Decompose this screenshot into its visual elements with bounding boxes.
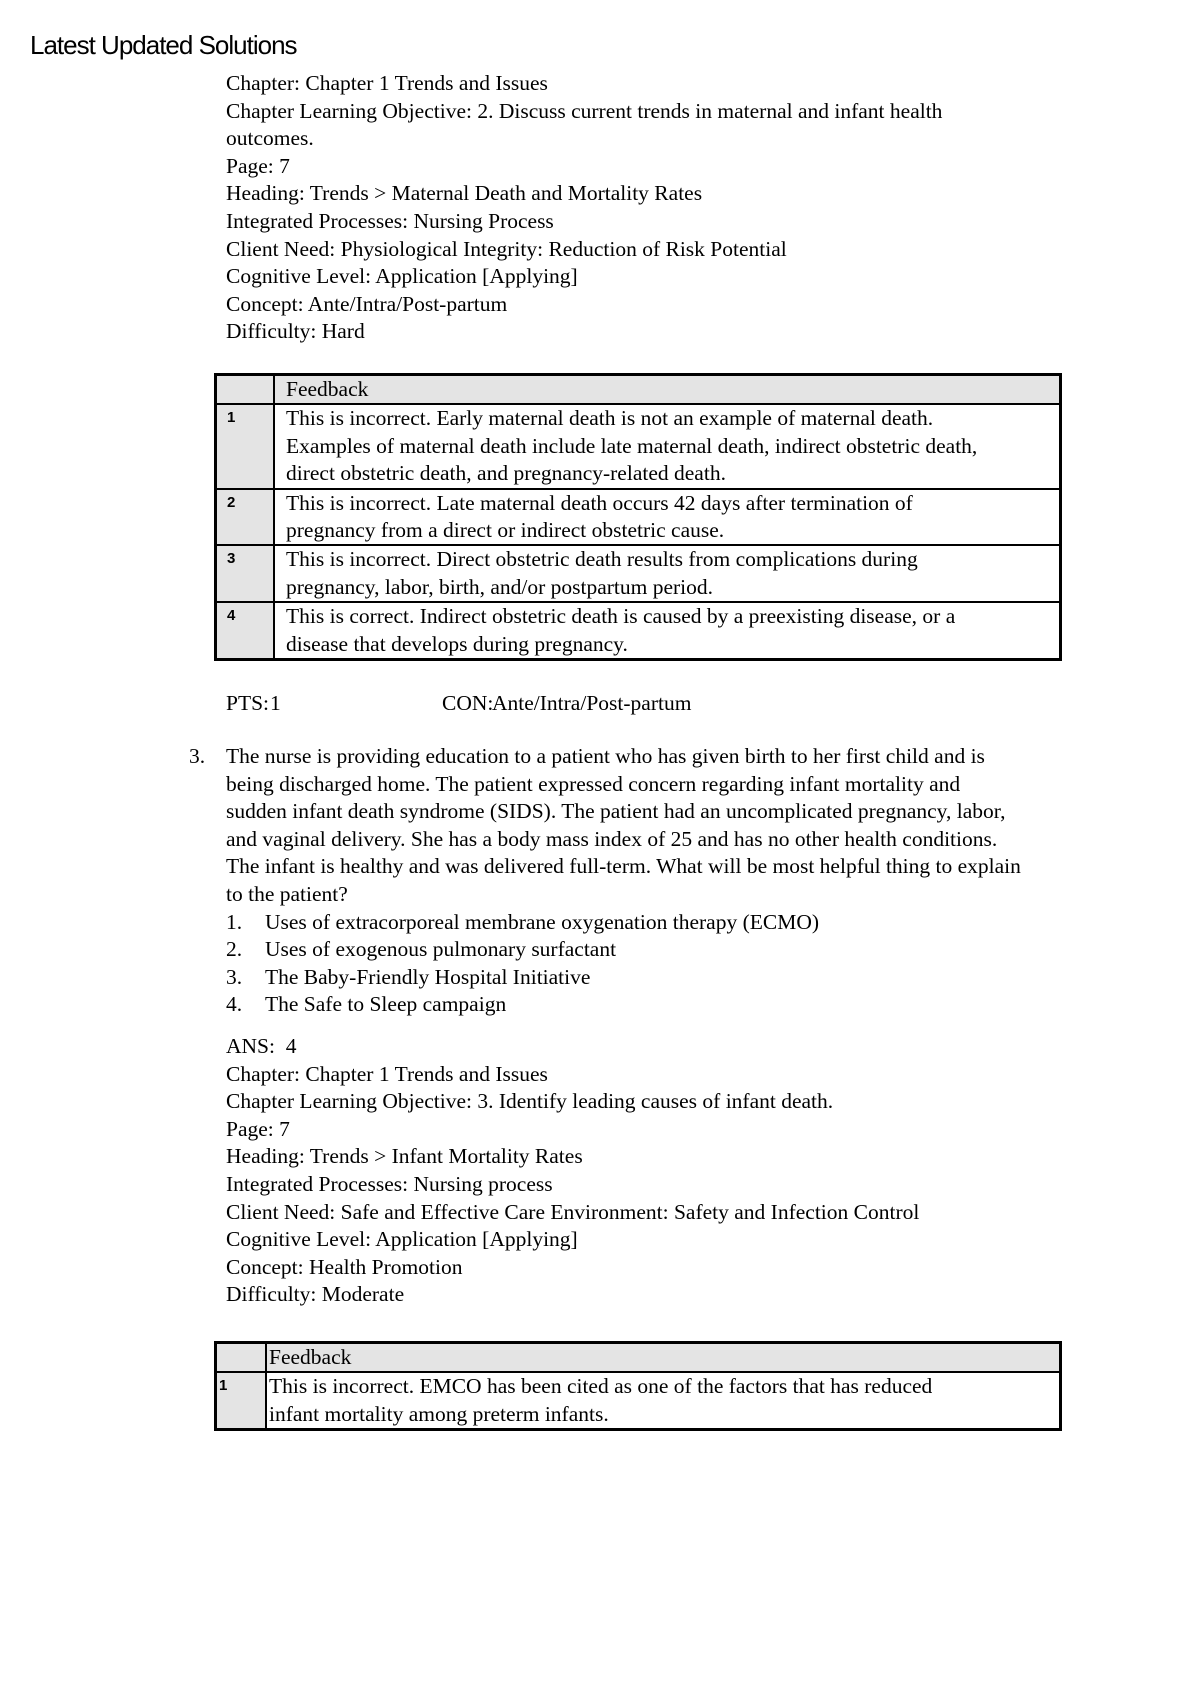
objective-line: Chapter Learning Objective: 3. Identify leading causes of infant death. xyxy=(226,1089,834,1114)
answer-option xyxy=(226,936,1021,964)
option-text: The Safe to Sleep campaign xyxy=(265,992,507,1017)
answer-option xyxy=(226,964,1021,992)
feedback-row-number: 1 xyxy=(216,404,275,488)
number-column-header xyxy=(216,375,275,405)
answer-options xyxy=(226,909,1021,1019)
con-label: CON: xyxy=(442,691,494,715)
answer-option xyxy=(226,991,1021,1019)
q2-feedback-table xyxy=(214,373,1062,661)
q2-points-concept xyxy=(226,690,691,718)
feedback-header-row xyxy=(216,1343,1061,1373)
feedback-text-line: pregnancy from a direct or indirect obstetric cause. xyxy=(286,518,725,543)
page-header-title: Latest Updated Solutions xyxy=(30,30,297,60)
pts-label: PTS: xyxy=(226,691,270,715)
feedback-row-text xyxy=(274,602,1061,659)
question-stem xyxy=(226,743,1021,909)
feedback-row-number: 4 xyxy=(216,602,275,659)
feedback-row xyxy=(216,602,1061,659)
heading-line: Heading: Trends > Infant Mortality Rates xyxy=(226,1144,583,1169)
feedback-row xyxy=(216,545,1061,602)
integrated-processes-line: Integrated Processes: Nursing Process xyxy=(226,208,554,233)
stem-line: sudden infant death syndrome (SIDS). The patient had an uncomplicated pregnancy, labor, xyxy=(226,799,1006,824)
feedback-column-header: Feedback xyxy=(274,375,1061,405)
feedback-text-line: This is incorrect. Early maternal death is not an example of maternal death. xyxy=(286,406,934,431)
feedback-row-number: 1 xyxy=(216,1372,267,1429)
answer-line: ANS: 4 xyxy=(226,1033,297,1058)
feedback-text-line: pregnancy, labor, birth, and/or postpartum period. xyxy=(286,574,714,599)
q3-feedback-table xyxy=(214,1341,1062,1431)
feedback-row xyxy=(216,1372,1061,1429)
feedback-text-line: disease that develops during pregnancy. xyxy=(286,631,628,656)
page-line: Page: 7 xyxy=(226,153,290,178)
client-need-line: Client Need: Physiological Integrity: Reduction of Risk Potential xyxy=(226,236,787,261)
feedback-row-text xyxy=(274,545,1061,602)
feedback-row-text xyxy=(274,404,1061,488)
q3-answer-meta xyxy=(226,1033,1021,1309)
stem-line: The infant is healthy and was delivered full-term. What will be most helpful thing to explain xyxy=(226,854,1021,879)
stem-line: The nurse is providing education to a patient who has given birth to her first child and is xyxy=(226,744,985,768)
chapter-line: Chapter: Chapter 1 Trends and Issues xyxy=(226,71,548,95)
option-text: Uses of exogenous pulmonary surfactant xyxy=(265,937,617,962)
option-text: Uses of extracorporeal membrane oxygenation therapy (ECMO) xyxy=(265,909,820,934)
stem-line: being discharged home. The patient expressed concern regarding infant mortality and xyxy=(226,771,961,796)
con-value: Ante/Intra/Post-partum xyxy=(492,691,692,715)
cognitive-level-line: Cognitive Level: Application [Applying] xyxy=(226,1227,578,1252)
option-number: 3. xyxy=(226,964,243,989)
heading-line: Heading: Trends > Maternal Death and Mortality Rates xyxy=(226,181,703,206)
feedback-text-line: direct obstetric death, and pregnancy-related death. xyxy=(286,461,726,486)
feedback-row xyxy=(216,489,1061,546)
feedback-header-row xyxy=(216,375,1061,405)
option-number: 2. xyxy=(226,937,243,962)
feedback-text-line: This is incorrect. Direct obstetric death results from complications during xyxy=(286,547,918,572)
stem-line: to the patient? xyxy=(226,881,348,906)
feedback-row-text xyxy=(274,489,1061,546)
feedback-text-line: This is incorrect. Late maternal death occurs 42 days after termination of xyxy=(286,490,913,515)
number-column-header xyxy=(216,1343,267,1373)
feedback-text-line: This is correct. Indirect obstetric death is caused by a preexisting disease, or a xyxy=(286,604,956,629)
difficulty-line: Difficulty: Hard xyxy=(226,319,365,344)
question-3 xyxy=(226,743,1021,1309)
question-number: 3. xyxy=(189,744,206,768)
feedback-row-number: 3 xyxy=(216,545,275,602)
feedback-column-header: Feedback xyxy=(266,1343,1061,1373)
stem-line: and vaginal delivery. She has a body mass index of 25 and has no other health conditions. xyxy=(226,826,998,851)
pts-value: 1 xyxy=(270,691,281,715)
cognitive-level-line: Cognitive Level: Application [Applying] xyxy=(226,264,578,289)
objective-line-continued: outcomes. xyxy=(226,126,314,151)
feedback-text-line: Examples of maternal death include late maternal death, indirect obstetric death, xyxy=(286,433,978,458)
concept-line: Concept: Health Promotion xyxy=(226,1254,463,1279)
feedback-text-line: infant mortality among preterm infants. xyxy=(269,1401,609,1426)
feedback-row-number: 2 xyxy=(216,489,275,546)
chapter-line: Chapter: Chapter 1 Trends and Issues xyxy=(226,1061,548,1086)
option-number: 1. xyxy=(226,909,243,934)
page-line: Page: 7 xyxy=(226,1116,290,1141)
feedback-row-text xyxy=(266,1372,1061,1429)
feedback-text-line: This is incorrect. EMCO has been cited as one of the factors that has reduced xyxy=(269,1374,933,1399)
difficulty-line: Difficulty: Moderate xyxy=(226,1282,405,1307)
client-need-line: Client Need: Safe and Effective Care Environment: Safety and Infection Control xyxy=(226,1199,920,1224)
objective-line: Chapter Learning Objective: 2. Discuss current trends in maternal and infant health xyxy=(226,98,943,123)
option-number: 4. xyxy=(226,992,243,1017)
answer-option xyxy=(226,909,1021,937)
q2-metadata xyxy=(226,70,942,346)
integrated-processes-line: Integrated Processes: Nursing process xyxy=(226,1171,553,1196)
option-text: The Baby-Friendly Hospital Initiative xyxy=(265,964,591,989)
concept-line: Concept: Ante/Intra/Post-partum xyxy=(226,291,508,316)
feedback-row xyxy=(216,404,1061,488)
